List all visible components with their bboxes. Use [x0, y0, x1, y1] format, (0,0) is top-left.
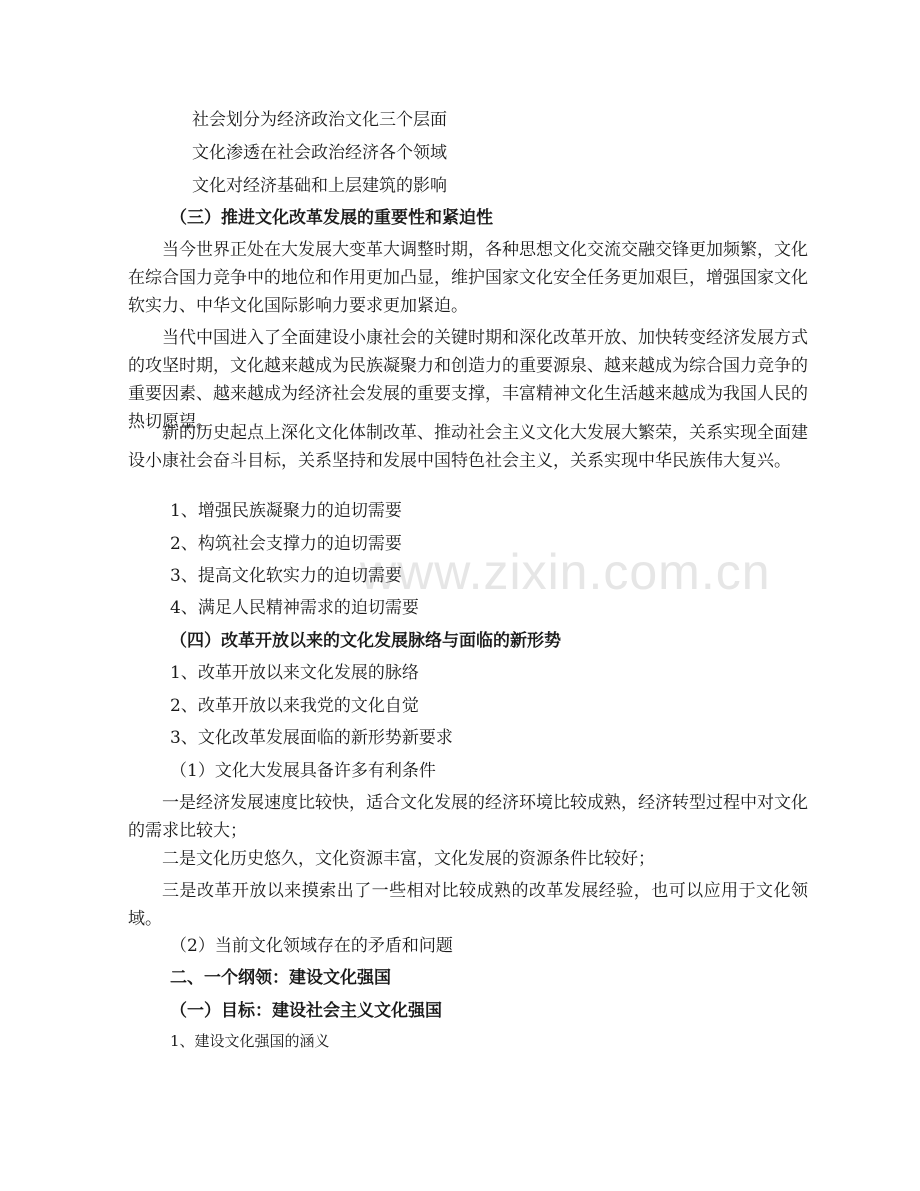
section-heading: （四）改革开放以来的文化发展脉络与面临的新形势	[170, 631, 561, 651]
body-paragraph: 三是改革开放以来摸索出了一些相对比较成熟的改革发展经验，也可以应用于文化领域。	[128, 881, 808, 929]
body-paragraph: 新的历史起点上深化文化体制改革、推动社会主义文化大发展大繁荣，关系实现全面建设小康社会奋斗目标，关系坚持和发展中国特色社会主义，关系实现中华民族伟大复兴。	[128, 423, 808, 471]
body-paragraph: 一是经济发展速度比较快，适合文化发展的经济环境比较成熟，经济转型过程中对文化的需求比较大；	[128, 793, 808, 841]
outline-line: 社会划分为经济政治文化三个层面	[192, 110, 447, 130]
list-item: 1、建设文化强国的涵义	[170, 1032, 330, 1050]
body-paragraph: 二是文化历史悠久，文化资源丰富，文化发展的资源条件比较好；	[162, 849, 655, 869]
sub-item: （1）文化大发展具备许多有利条件	[170, 761, 436, 781]
list-item: 2、改革开放以来我党的文化自觉	[170, 696, 419, 716]
list-item: 1、改革开放以来文化发展的脉络	[170, 663, 419, 683]
list-item: 3、提高文化软实力的迫切需要	[170, 566, 402, 586]
sub-item: （2）当前文化领域存在的矛盾和问题	[170, 936, 453, 956]
section-heading: （三）推进文化改革发展的重要性和紧迫性	[170, 208, 493, 228]
body-paragraph: 当今世界正处在大发展大变革大调整时期，各种思想文化交流交融交锋更加频繁，文化在综合国力竞争中的地位和作用更加凸显，维护国家文化安全任务更加艰巨，增强国家文化软实力、中华文化国际影响力要求更加紧迫。	[128, 240, 808, 316]
outline-line: 文化对经济基础和上层建筑的影响	[192, 176, 447, 196]
list-item: 1、增强民族凝聚力的迫切需要	[170, 501, 402, 521]
list-item: 2、构筑社会支撑力的迫切需要	[170, 534, 402, 554]
section-heading: （一）目标：建设社会主义文化强国	[170, 1001, 442, 1021]
outline-line: 文化渗透在社会政治经济各个领域	[192, 143, 447, 163]
body-paragraph: 当代中国进入了全面建设小康社会的关键时期和深化改革开放、加快转变经济发展方式的攻坚时期，文化越来越成为民族凝聚力和创造力的重要源泉、越来越成为综合国力竞争的重要因素、越来越成为经济社会发展的重要支撑，丰富精神文化生活越来越成为我国人民的热切愿望。	[128, 328, 808, 432]
chapter-heading: 二、一个纲领：建设文化强国	[170, 968, 391, 988]
list-item: 4、满足人民精神需求的迫切需要	[170, 598, 419, 618]
watermark: www.zixin.com.cn	[360, 544, 771, 600]
list-item: 3、文化改革发展面临的新形势新要求	[170, 728, 453, 748]
